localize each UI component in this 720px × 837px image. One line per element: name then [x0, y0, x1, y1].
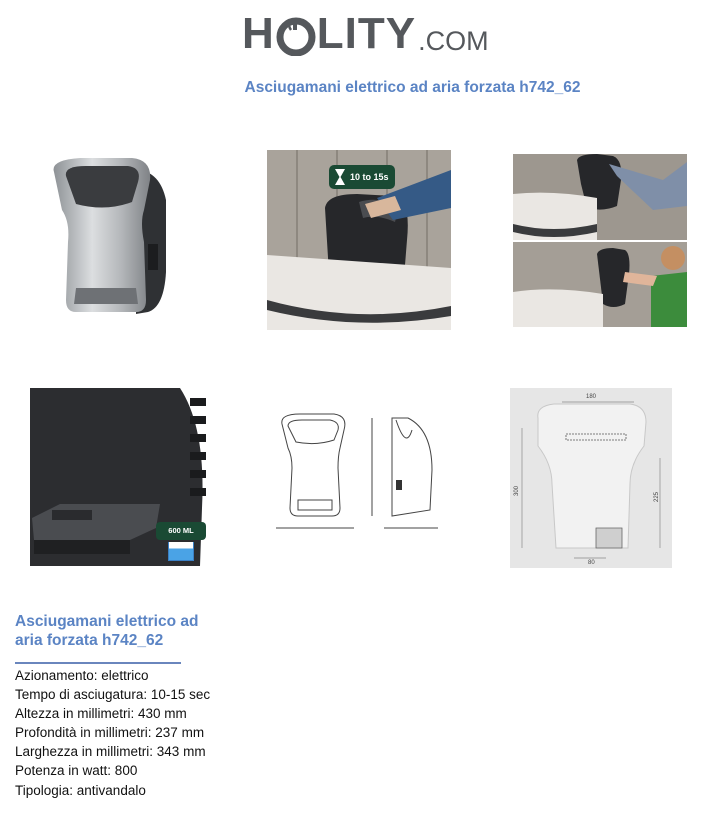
timer-badge-label: 10 to 15s — [350, 172, 389, 182]
title-underline — [15, 662, 181, 664]
dimensions-drawing-image — [510, 388, 672, 568]
silver-dryer-image — [40, 152, 170, 322]
spec-list — [15, 666, 210, 800]
product-title-line-1: Asciugamani elettrico ad — [15, 613, 199, 630]
tank-capacity-badge: 600 ML — [156, 522, 206, 540]
timer-badge — [329, 165, 395, 189]
product-title — [15, 612, 245, 650]
spec-width: Larghezza in millimetri: 343 mm — [15, 744, 206, 760]
product-title-line-2: aria forzata h742_62 — [15, 632, 164, 649]
spec-type: Tipologia: antivandalo — [15, 782, 146, 798]
page-title: Asciugamani elettrico ad aria forzata h742_62 — [244, 79, 581, 96]
water-drop-icon — [168, 542, 194, 561]
logo-domain: .COM — [418, 26, 489, 56]
spec-actuation: Azionamento: elettrico — [15, 668, 149, 683]
dimension-bottom-label: 80 — [588, 560, 595, 566]
logo-letters-lity: LITY — [316, 9, 417, 58]
family-scene-image — [513, 154, 687, 327]
technical-drawing-dimensions[interactable] — [510, 388, 672, 568]
logo-letter-h: H — [242, 9, 275, 58]
hourglass-icon — [335, 169, 345, 185]
dimension-top-label: 180 — [586, 394, 597, 400]
spec-depth: Profondità in millimetri: 237 mm — [15, 725, 205, 741]
holity-logo[interactable] — [242, 9, 489, 58]
logo-hand-icon — [276, 16, 316, 56]
dimension-left-label: 300 — [514, 485, 521, 497]
spec-height: Altezza in millimetri: 430 mm — [15, 706, 187, 722]
spec-drying-time: Tempo di asciugatura: 10-15 sec — [15, 687, 211, 703]
product-photo-tank[interactable] — [30, 388, 206, 566]
product-photo-family[interactable] — [513, 154, 687, 327]
spec-power: Potenza in watt: 800 — [15, 763, 138, 779]
front-side-drawing-image — [272, 410, 444, 538]
product-photo-in-use[interactable] — [267, 150, 451, 330]
product-photo-silver[interactable] — [40, 152, 170, 322]
technical-drawing-views[interactable] — [272, 410, 444, 538]
dimension-right-label: 225 — [654, 491, 661, 503]
